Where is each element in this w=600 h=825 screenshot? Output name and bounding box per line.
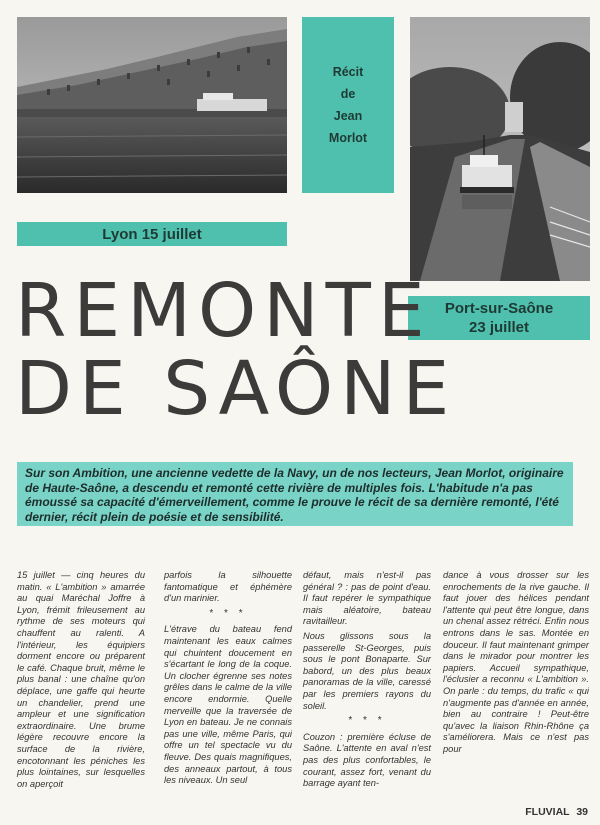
photo-lyon-quay — [17, 17, 287, 193]
body-paragraph: parfois la silhouette fantomatique et éphémère d'un marinier. — [164, 570, 292, 604]
caption-port-place: Port-sur-Saône — [444, 300, 554, 317]
body-column-1 — [17, 570, 145, 793]
intro-paragraph: Sur son Ambition, une ancienne vedette de la Navy, un de nos lecteurs, Jean Morlot, originaire de Haute-Saône, a descendu et remonté cette rivière de multiples fois. L'habitude n'a pas émoussé sa capacité d'émerveillement, comme le prouve le récit de sa dernière remonté, l'été dernier, récit plein de poésie et de sensibilité. — [17, 462, 573, 526]
page-number: 39 — [576, 806, 588, 818]
caption-lyon-text: Lyon 15 juillet — [102, 225, 202, 243]
body-paragraph: 15 juillet — cinq heures du matin. « L'ambition » amarrée au quai Maréchal Joffre à Lyon, frémit frileusement au rythme de ses moteurs qui chauffent au ralenti. A l'intérieur, les équipiers dorment encore ou préparent le café. Chaque bruit, même le plus banal : une chaîne qu'on déplace, une gaffe qui heurte un chandelier, prend une ampleur et une signification extraordinaire. Une brume légère recouvre encore la surface de la rivière, encotonnant les péniches les plus lointaines, sur lesquelles on aperçoit — [17, 570, 145, 789]
photo-port-sur-saone-image — [410, 17, 590, 281]
caption-port-sur-saone — [408, 296, 590, 340]
body-column-3 — [303, 570, 431, 793]
caption-lyon — [17, 222, 287, 246]
credit-line-de: de — [340, 87, 356, 101]
body-paragraph: Nous glissons sous la passerelle St-Georges, puis sous le pont Bonaparte. Sur babord, un des plus beaux panoramas de la ville, caressé par les premiers rayons du soleil. — [303, 630, 431, 711]
author-credit-box — [302, 17, 394, 193]
section-separator: * * * — [209, 607, 247, 619]
body-column-2 — [164, 570, 292, 790]
headline-line-2: DE SAÔNE — [15, 346, 457, 432]
body-paragraph: Couzon : première écluse de Saône. L'attente en aval n'est pas des plus confortables, le courant, assez fort, venant du barrage ayant ten- — [303, 731, 431, 789]
body-paragraph: L'étrave du bateau fend maintenant les eaux calmes qui chuintent doucement en s'écartant le long de la coque. Un clocher égrenne ses notes grêles dans le calme de la ville encore endormie. Quelle merveille que la traversée de Lyon en bateau. Je ne connais pas une ville, même Paris, qui offre un tel spectacle vu du fleuve. Des quais magnifiques, des anneaux partout, à tous les niveaux. Un seul — [164, 624, 292, 786]
credit-line-recit: Récit — [332, 65, 364, 79]
body-paragraph: défaut, mais n'est-il pas général ? : pas de point d'eau. Il faut repérer le sympathique mais aléatoire, bateau ravitailleur. — [303, 570, 431, 627]
page-footer — [525, 806, 588, 818]
section-separator: * * * — [348, 715, 386, 727]
photo-lyon-quay-image — [17, 17, 287, 193]
credit-line-last-name: Morlot — [328, 131, 368, 145]
body-column-4 — [443, 570, 589, 759]
magazine-name: FLUVIAL — [525, 806, 570, 818]
credit-line-first-name: Jean — [333, 109, 363, 123]
body-paragraph: dance à vous drosser sur les enrochements de la rive gauche. Il faut jouer des hélices pendant l'attente qui peut être longue, dans un chenal assez rétréci. Enfin nous entrons dans le sas. Montée en douceur. Il faut maintenant grimper dans le mirador pour montrer les papiers. Accueil sympathique, l'éclusier a reconnu « L'ambition ». On parle : du temps, du trafic « qui n'augmente pas d'année en année, bien au contraire ! Peut-être qu'avec la liaison Rhin-Rhône ça s'améliorera. Mais ce n'est pas pour — [443, 570, 589, 754]
photo-port-sur-saone — [410, 17, 590, 281]
caption-port-date: 23 juillet — [468, 319, 530, 336]
headline-line-1: REMONTE — [15, 268, 432, 354]
